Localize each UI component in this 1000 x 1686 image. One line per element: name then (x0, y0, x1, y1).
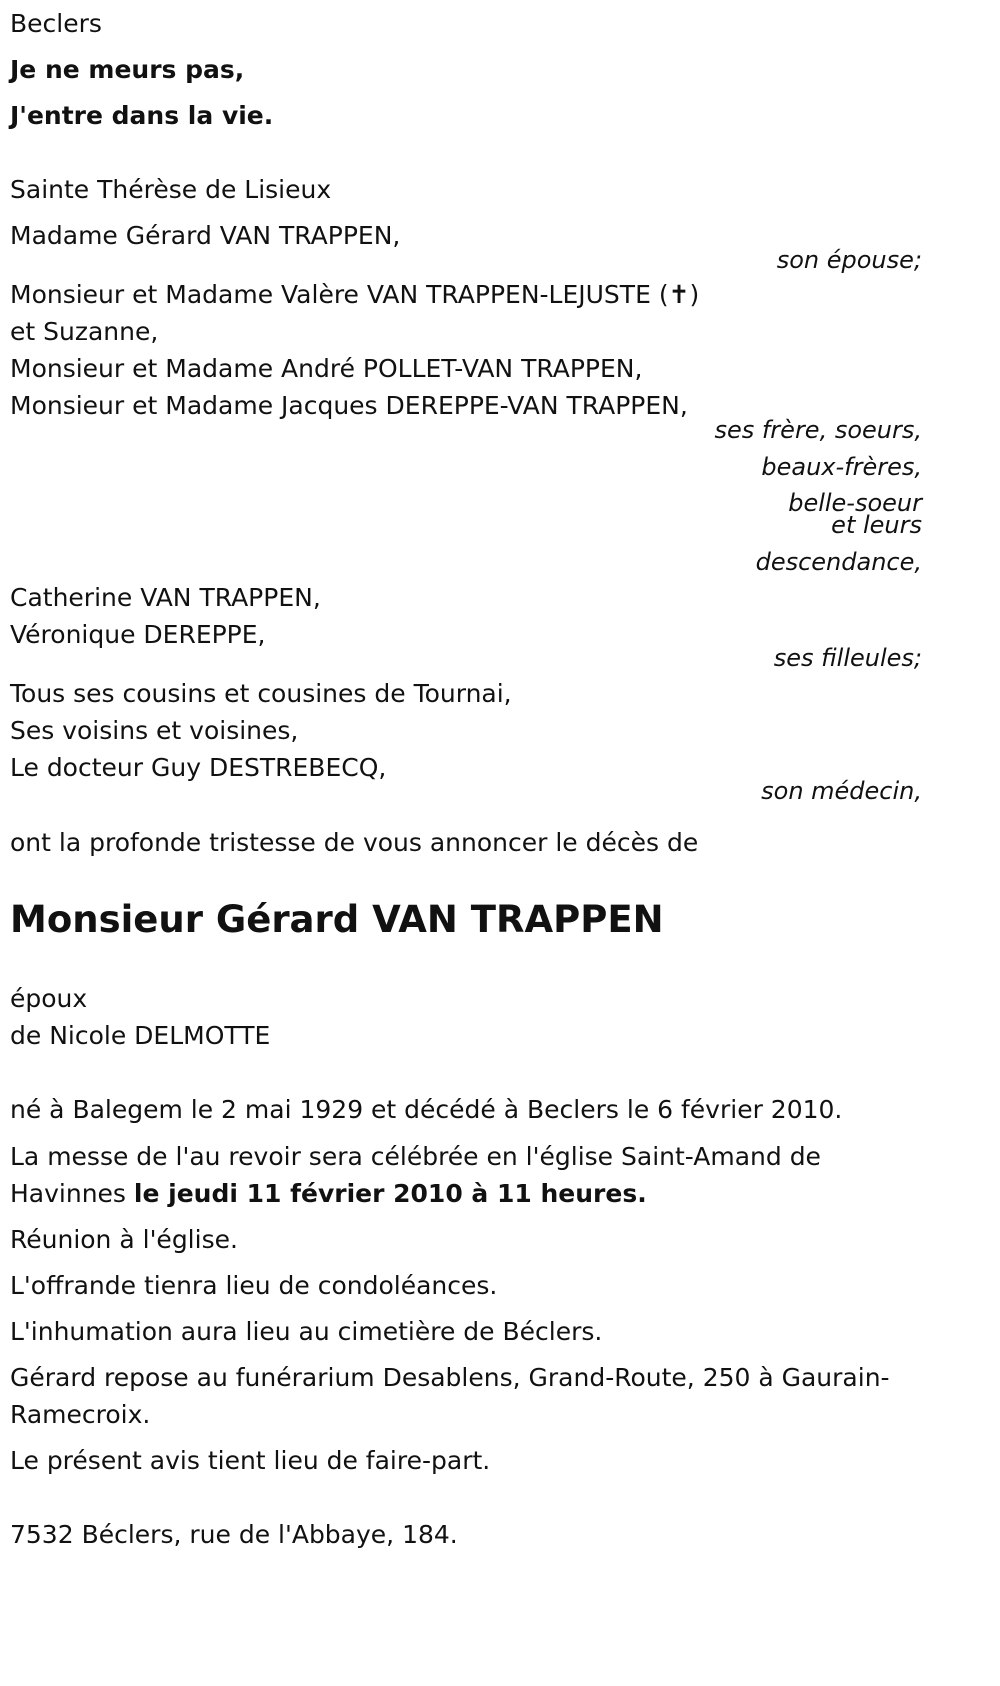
others-line-1: Tous ses cousins et cousines de Tournai, (10, 679, 512, 708)
others-line-2: Ses voisins et voisines, (10, 716, 299, 745)
goddaughter-1: Catherine VAN TRAPPEN, (10, 583, 321, 612)
siblings-role-2: beaux-frères, (761, 453, 922, 481)
relation-line-2: de Nicole DELMOTTE (10, 1021, 271, 1050)
rest-line-1: Gérard repose au funérarium Desablens, Grand-Route, 250 à Gaurain- (10, 1363, 890, 1392)
announcement-text: ont la profonde tristesse de vous annoncer le décès de (10, 828, 699, 857)
meeting-text: Réunion à l'église. (10, 1225, 238, 1254)
sibling-line-3: Monsieur et Madame André POLLET-VAN TRAPPEN, (10, 354, 643, 383)
siblings-role-3: belle-soeur (788, 489, 922, 517)
spouse-name: Madame Gérard VAN TRAPPEN, (10, 221, 401, 250)
offering-text: L'offrande tienra lieu de condoléances. (10, 1271, 498, 1300)
others-line-3: Le docteur Guy DESTREBECQ, (10, 753, 387, 782)
goddaughter-2: Véronique DEREPPE, (10, 620, 266, 649)
siblings-role-1: ses frère, soeurs, (714, 416, 922, 444)
quote-line-1: Je ne meurs pas, (10, 55, 245, 84)
spouse-role: son épouse; (776, 246, 922, 274)
deceased-name: Monsieur Gérard VAN TRAPPEN (10, 898, 664, 941)
mass-line-2 (10, 1174, 647, 1214)
doctor-role: son médecin, (761, 777, 922, 805)
relation-line-1: époux (10, 984, 88, 1013)
mass-line-1: La messe de l'au revoir sera célébrée en l'église Saint-Amand de (10, 1142, 821, 1171)
sibling-line-4: Monsieur et Madame Jacques DEREPPE-VAN TRAPPEN, (10, 391, 688, 420)
place-heading: Beclers (10, 9, 102, 38)
rest-line-2: Ramecroix. (10, 1400, 151, 1429)
sibling-line-1: Monsieur et Madame Valère VAN TRAPPEN-LEJUSTE (✝) (10, 280, 700, 309)
siblings-role-5: descendance, (755, 548, 922, 576)
sibling-line-2: et Suzanne, (10, 317, 159, 346)
quote-author: Sainte Thérèse de Lisieux (10, 175, 332, 204)
burial-text: L'inhumation aura lieu au cimetière de Béclers. (10, 1317, 603, 1346)
quote-line-2: J'entre dans la vie. (10, 101, 274, 130)
siblings-role-4: et leurs (831, 511, 922, 539)
mass-date-time: le jeudi 11 février 2010 à 11 heures. (133, 1179, 647, 1208)
address-text: 7532 Béclers, rue de l'Abbaye, 184. (10, 1520, 458, 1549)
mass-line-2-prefix: Havinnes (10, 1179, 134, 1208)
birth-death-text: né à Balegem le 2 mai 1929 et décédé à Beclers le 6 février 2010. (10, 1095, 843, 1124)
notice-text: Le présent avis tient lieu de faire-part. (10, 1446, 491, 1475)
goddaughters-role: ses filleules; (773, 644, 922, 672)
